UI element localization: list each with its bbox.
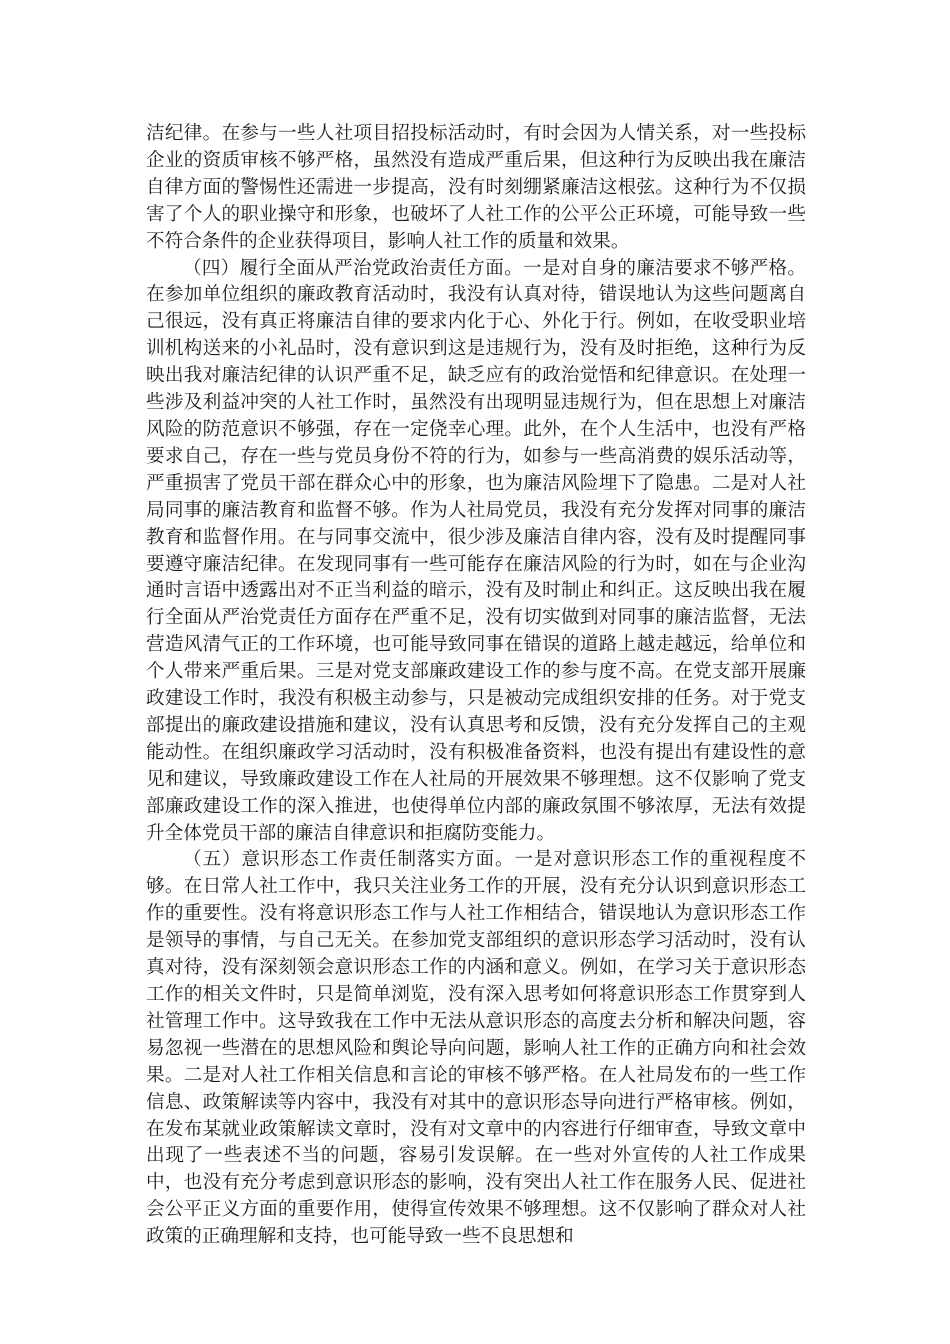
document-body [146, 121, 806, 1251]
paragraph-section-five: （五）意识形态工作责任制落实方面。一是对意识形态工作的重视程度不够。在日常人社工作中，我只关注业务工作的开展，没有充分认识到意识形态工作的重要性。没有将意识形态工作与人社工作相结合，错误地认为意识形态工作是领导的事情，与自己无关。在参加党支部组织的意识形态学习活动时，没有认真对待，没有深刻领会意识形态工作的内涵和意义。例如，在学习关于意识形态工作的相关文件时，只是简单浏览，没有深入思考如何将意识形态工作贯穿到人社管理工作中。这导致我在工作中无法从意识形态的高度去分析和解决问题，容易忽视一些潜在的思想风险和舆论导向问题，影响人社工作的正确方向和社会效果。二是对人社工作相关信息和言论的审核不够严格。在人社局发布的一些工作信息、政策解读等内容中，我没有对其中的意识形态导向进行严格审核。例如，在发布某就业政策解读文章时，没有对文章中的内容进行仔细审查，导致文章中出现了一些表述不当的问题，容易引发误解。在一些对外宣传的人社工作成果中，也没有充分考虑到意识形态的影响，没有突出人社工作在服务人民、促进社会公平正义方面的重要作用，使得宣传效果不够理想。这不仅影响了群众对人社政策的正确理解和支持，也可能导致一些不良思想和 [146, 849, 806, 1248]
paragraph-section-four: （四）履行全面从严治党政治责任方面。一是对自身的廉洁要求不够严格。在参加单位组织的廉政教育活动时，我没有认真对待，错误地认为这些问题离自己很远，没有真正将廉洁自律的要求内化于心、外化于行。例如，在收受职业培训机构送来的小礼品时，没有意识到这是违规行为，没有及时拒绝，这种行为反映出我对廉洁纪律的认识严重不足，缺乏应有的政治觉悟和纪律意识。在处理一些涉及利益冲突的人社工作时，虽然没有出现明显违规行为，但在思想上对廉洁风险的防范意识不够强，存在一定侥幸心理。此外，在个人生活中，也没有严格要求自己，存在一些与党员身份不符的行为，如参与一些高消费的娱乐活动等，严重损害了党员干部在群众心中的形象，也为廉洁风险埋下了隐患。二是对人社局同事的廉洁教育和监督不够。作为人社局党员，我没有充分发挥对同事的廉洁教育和监督作用。在与同事交流中，很少涉及廉洁自律内容，没有及时提醒同事要遵守廉洁纪律。在发现同事有一些可能存在廉洁风险的行为时，如在与企业沟通时言语中透露出对不正当利益的暗示，没有及时制止和纠正。这反映出我在履行全面从严治党责任方面存在严重不足，没有切实做到对同事的廉洁监督，无法营造风清气正的工作环境，也可能导致同事在错误的道路上越走越远，给单位和个人带来严重后果。三是对党支部廉政建设工作的参与度不高。在党支部开展廉政建设工作时，我没有积极主动参与，只是被动完成组织安排的任务。对于党支部提出的廉政建设措施和建议，没有认真思考和反馈，没有充分发挥自己的主观能动性。在组织廉政学习活动时，没有积极准备资料，也没有提出有建设性的意见和建议，导致廉政建设工作在人社局的开展效果不够理想。这不仅影响了党支部廉政建设工作的深入推进，也使得单位内部的廉政氛围不够浓厚，无法有效提升全体党员干部的廉洁自律意识和拒腐防变能力。 [146, 257, 806, 844]
paragraph-continuation: 洁纪律。在参与一些人社项目招投标活动时，有时会因为人情关系，对一些投标企业的资质审核不够严格，虽然没有造成严重后果，但这种行为反映出我在廉洁自律方面的警惕性还需进一步提高，没有时刻绷紧廉洁这根弦。这种行为不仅损害了个人的职业操守和形象，也破坏了人社工作的公平公正环境，可能导致一些不符合条件的企业获得项目，影响人社工作的质量和效果。 [146, 123, 806, 252]
